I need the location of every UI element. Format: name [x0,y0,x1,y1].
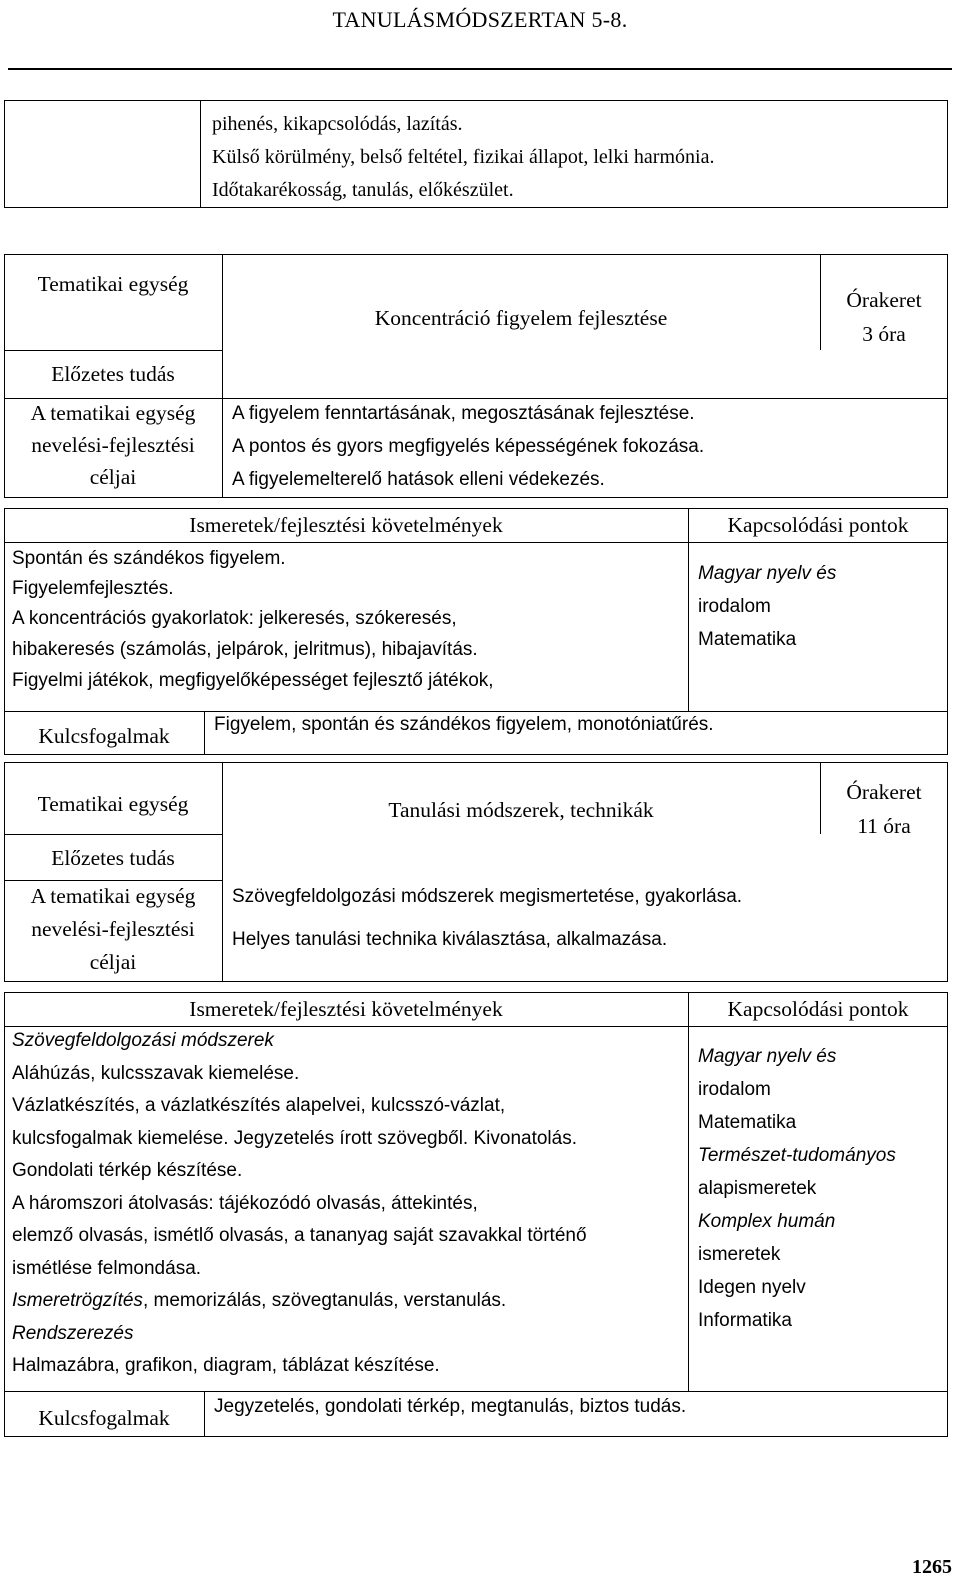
unit1-goals [232,397,704,496]
top-box-line: pihenés, kikapcsolódás, lazítás. [212,113,463,135]
unit2-req-line: Aláhúzás, kulcsszavak kiemelése. [12,1062,300,1084]
top-box-divider [200,100,201,208]
unit2-req-line: Vázlatkészítés, a vázlatkészítés alapelvei, kulcsszó-vázlat, [12,1095,506,1116]
unit2-req-line: ismétlése felmondása. [12,1257,202,1279]
unit2-req-line: elemző olvasás, ismétlő olvasás, a tananyag saját szavakkal történő [12,1225,587,1246]
unit1-req-line: Figyelemfejlesztés. [12,578,174,599]
unit2-link: Idegen nyelv [698,1277,806,1298]
unit2-req-line: Halmazábra, grafikon, diagram, táblázat készítése. [12,1355,440,1376]
unit1-hours-label: Órakeret [846,288,922,312]
unit2-row-rule [4,834,222,835]
unit1-goal-line: A figyelem fenntartásának, megosztásának fejlesztése. [232,403,695,424]
unit1-hours-value: 3 óra [862,322,906,346]
unit1-requirements [12,543,494,696]
unit2-req-line: Rendszerezés [12,1322,134,1344]
unit2-link: Komplex humán [698,1211,836,1232]
unit1-title: Koncentráció figyelem fejlesztése [374,306,668,330]
unit1-link: Matematika [698,629,797,650]
unit1-link: irodalom [698,596,771,617]
unit2-keywords-label: Kulcsfogalmak [38,1406,170,1430]
unit2-goal-line: Helyes tanulási technika kiválasztása, alkalmazása. [232,929,668,950]
unit2-title: Tanulási módszerek, technikák [388,798,654,822]
unit2-requirements [12,1025,587,1383]
unit1-label-unit: Tematikai egység [37,272,189,296]
unit2-link: Informatika [698,1310,792,1331]
page-number: 1265 [912,1556,952,1578]
top-box-text [212,108,714,207]
unit2-link: irodalom [698,1079,771,1100]
top-box-line: Külső körülmény, belső feltétel, fizikai állapot, lelki harmónia. [212,146,715,168]
header-rule [8,68,952,70]
unit1-req-line: Figyelmi játékok, megfigyelőképességet fejlesztő játékok, [12,670,494,691]
unit1-req-line: hibakeresés (számolás, jelpárok, jelritmus), hibajavítás. [12,639,478,660]
unit2-links-divider [688,992,689,1392]
unit1-keywords-label: Kulcsfogalmak [38,724,170,748]
unit2-req-line: Szövegfeldolgozási módszerek [12,1030,274,1051]
unit2-keywords-divider [204,1391,205,1437]
unit2-link: Természet-tudományos [698,1145,896,1166]
unit1-goal-line: A figyelemelterelő hatások elleni védekezés. [232,469,605,490]
unit1-req-line: Spontán és szándékos figyelem. [12,548,286,569]
unit2-label-prior: Előzetes tudás [51,846,175,870]
unit1-links [698,557,836,656]
unit2-req-line-mixed [12,1285,587,1318]
unit1-row-rule [4,350,222,351]
unit2-links-header: Kapcsolódási pontok [727,997,909,1021]
unit2-keywords: Jegyzetelés, gondolati térkép, megtanulás, biztos tudás. [214,1396,687,1417]
unit1-keywords: Figyelem, spontán és szándékos figyelem, monotóniatűrés. [214,714,714,735]
unit1-goal-line: A pontos és gyors megfigyelés képességének fokozása. [232,436,705,457]
unit2-link: alapismeretek [698,1178,817,1199]
unit2-hours-value: 11 óra [857,814,911,838]
unit1-links-header: Kapcsolódási pontok [727,513,909,537]
unit2-link: Matematika [698,1112,797,1133]
unit2-req-italic: Ismeretrögzítés [12,1290,143,1311]
unit1-label-goals: A tematikai egység nevelési-fejlesztési céljai [30,401,196,489]
unit1-req-line: A koncentrációs gyakorlatok: jelkeresés, szókeresés, [12,608,457,629]
unit2-req-line: A háromszori átolvasás: tájékozódó olvasás, áttekintés, [12,1192,478,1214]
unit2-link: ismeretek [698,1244,781,1265]
unit1-label-prior: Előzetes tudás [51,362,175,386]
page-header-title: TANULÁSMÓDSZERTAN 5-8. [332,7,628,32]
unit1-label-divider [222,254,223,498]
unit2-label-goals: A tematikai egység nevelési-fejlesztési céljai [30,884,196,974]
unit2-links [698,1040,896,1337]
unit1-req-header: Ismeretek/fejlesztési követelmények [189,513,503,537]
unit2-goals [232,880,742,956]
unit2-goal-line: Szövegfeldolgozási módszerek megismertetése, gyakorlása. [232,886,743,907]
top-box-line: Időtakarékosság, tanulás, előkészület. [212,179,514,201]
unit2-hours-label: Órakeret [846,780,922,804]
unit2-req-line: kulcsfogalmak kiemelése. Jegyzetelés írott szövegből. Kivonatolás. [12,1127,577,1149]
unit1-keywords-divider [204,711,205,755]
unit2-req-header: Ismeretek/fejlesztési követelmények [189,997,503,1021]
unit1-link: Magyar nyelv és [698,563,837,584]
unit2-req-rest: , memorizálás, szövegtanulás, verstanulás. [142,1290,507,1311]
unit2-label-unit: Tematikai egység [37,792,189,816]
unit2-link: Magyar nyelv és [698,1046,837,1067]
unit2-req-line: Gondolati térkép készítése. [12,1160,243,1181]
